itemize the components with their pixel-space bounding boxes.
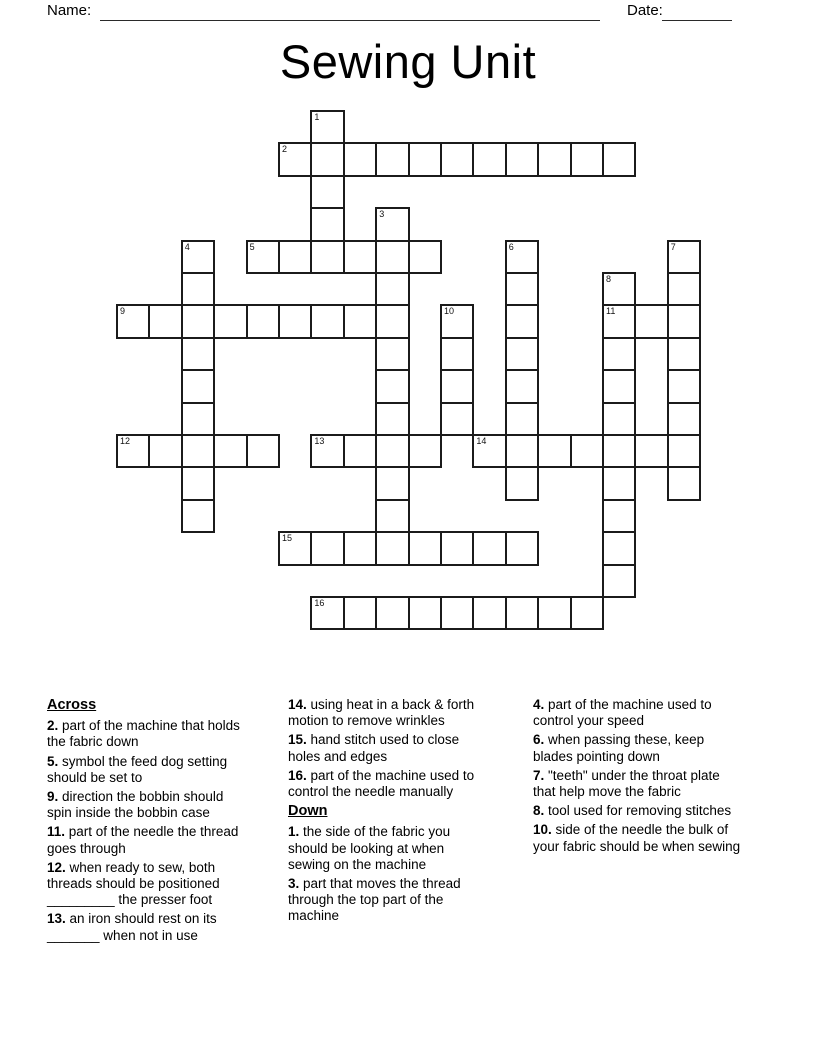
clue-number: 2. [47,718,63,734]
grid-cell[interactable] [343,142,377,176]
cell-number: 7 [670,241,676,252]
clue-item [47,718,243,750]
clue-number: 1. [288,824,304,840]
grid-cell[interactable] [375,369,409,403]
cell-number: 8 [606,274,612,284]
grid-cell[interactable] [667,337,701,371]
grid-cell[interactable] [440,596,474,630]
name-blank-line [100,1,600,21]
grid-cell[interactable] [602,304,636,338]
grid-cell[interactable] [602,369,636,403]
grid-cell[interactable] [634,304,668,338]
grid-cell[interactable] [667,304,701,338]
cell-number: 5 [249,241,255,252]
grid-cell[interactable] [602,434,636,468]
clue-text: when passing these, keep blades pointing down [533,732,705,764]
grid-cell[interactable] [375,207,409,241]
grid-cell[interactable] [375,596,409,630]
clue-text: side of the needle the bulk of your fabric should be when sewing [533,822,741,854]
grid-cell[interactable] [181,499,215,533]
grid-cell[interactable] [375,466,409,500]
grid-cell[interactable] [667,434,701,468]
grid-cell[interactable] [278,531,312,565]
cell-number: 13 [314,436,325,446]
clue-number: 7. [533,767,549,783]
grid-cell[interactable] [667,272,701,306]
grid-cell[interactable] [440,531,474,565]
clue-text: symbol the feed dog setting should be set to [47,753,228,785]
grid-cell[interactable] [343,531,377,565]
grid-cell[interactable] [634,434,668,468]
grid-cell[interactable] [472,531,506,565]
grid-cell[interactable] [408,434,442,468]
grid-cell[interactable] [310,240,344,274]
clue-number: 6. [533,732,549,748]
grid-cell[interactable] [181,466,215,500]
grid-cell[interactable] [667,466,701,500]
grid-cell[interactable] [310,110,344,144]
grid-cell[interactable] [602,499,636,533]
grid-cell[interactable] [505,434,539,468]
grid-cell[interactable] [505,531,539,565]
grid-cell[interactable] [343,596,377,630]
grid-cell[interactable] [408,596,442,630]
clue-text: part of the machine used to control the needle manually [288,767,475,800]
clue-number: 16. [288,767,311,783]
clue-column-middle [288,697,485,928]
grid-cell[interactable] [181,240,215,274]
cell-number: 6 [508,241,514,252]
cell-number: 2 [282,144,288,155]
grid-cell[interactable] [246,240,280,274]
grid-cell[interactable] [375,272,409,306]
cell-number: 3 [379,209,385,220]
clue-item [47,860,243,909]
grid-cell[interactable] [440,369,474,403]
grid-cell[interactable] [472,142,506,176]
clue-text: part of the machine used to control your speed [533,697,712,729]
grid-cell[interactable] [278,240,312,274]
grid-cell[interactable] [375,531,409,565]
grid-cell[interactable] [505,466,539,500]
grid-cell[interactable] [375,499,409,533]
grid-cell[interactable] [472,596,506,630]
grid-cell[interactable] [181,337,215,371]
clue-number: 4. [533,697,549,712]
cell-number: 11 [606,306,616,317]
cell-number: 14 [476,436,487,446]
clue-item [47,789,243,821]
cell-number: 4 [184,241,190,252]
grid-cell[interactable] [310,596,344,630]
grid-cell[interactable] [440,142,474,176]
page-title: Sewing Unit [279,35,537,88]
cell-number: 10 [444,306,455,317]
grid-cell[interactable] [505,337,539,371]
cell-number: 16 [314,598,325,608]
grid-cell[interactable] [602,466,636,500]
cell-number: 12 [120,436,131,446]
grid-cell[interactable] [408,142,442,176]
clue-heading: Across [47,697,97,713]
grid-cell[interactable] [537,142,571,176]
grid-cell[interactable] [343,240,377,274]
grid-cell[interactable] [408,240,442,274]
cell-number: 15 [282,533,293,544]
grid-cell[interactable] [116,434,150,468]
clue-item [288,768,485,800]
grid-cell[interactable] [343,434,377,468]
clue-number: 3. [288,876,304,892]
grid-cell[interactable] [181,369,215,403]
clue-text: an iron should rest on its _______ when not in use [47,911,217,943]
date-blank-line [662,1,732,21]
clue-item [288,697,485,729]
clue-item [533,822,741,854]
clue-text: tool used for removing stitches [548,803,732,819]
grid-cell[interactable] [181,304,215,338]
grid-cell[interactable] [537,596,571,630]
grid-cell[interactable] [440,337,474,371]
clue-number: 12. [47,859,70,875]
clue-item [533,768,741,800]
clue-number: 9. [47,789,63,805]
clue-number: 13. [47,911,70,927]
clue-item [288,824,485,873]
grid-cell[interactable] [310,434,344,468]
grid-cell[interactable] [116,304,150,338]
grid-cell[interactable] [602,337,636,371]
clue-item [47,754,243,786]
grid-cell[interactable] [570,142,604,176]
grid-cell[interactable] [505,402,539,436]
grid-cell[interactable] [472,434,506,468]
grid-cell[interactable] [343,304,377,338]
clue-number: 11. [47,824,69,840]
cell-number: 9 [120,306,126,317]
grid-cell[interactable] [537,434,571,468]
grid-cell[interactable] [181,272,215,306]
clue-heading: Down [288,803,328,820]
grid-cell[interactable] [310,142,344,176]
name-label: Name: [47,2,92,19]
grid-cell[interactable] [375,304,409,338]
grid-cell[interactable] [440,402,474,436]
grid-cell[interactable] [505,304,539,338]
grid-cell[interactable] [505,369,539,403]
grid-cell[interactable] [310,175,344,209]
clue-text: "teeth" under the throat plate that help move the fabric [533,767,720,800]
clue-column-right [533,697,741,858]
clue-item [288,876,485,925]
clue-item [533,697,741,729]
grid-cell[interactable] [505,142,539,176]
grid-cell[interactable] [148,434,182,468]
grid-cell[interactable] [602,272,636,306]
clue-text: hand stitch used to close holes and edges [288,732,460,764]
clue-item [288,732,485,764]
grid-cell[interactable] [148,304,182,338]
date-label: Date: [627,2,663,19]
grid-cell[interactable] [505,272,539,306]
grid-cell[interactable] [246,434,280,468]
grid-cell[interactable] [602,564,636,598]
clue-number: 5. [47,753,63,769]
grid-cell[interactable] [213,304,247,338]
grid-cell[interactable] [505,240,539,274]
grid-cell[interactable] [375,337,409,371]
clue-text: part that moves the thread through the top part of the machine [288,876,461,924]
clue-item [533,803,741,819]
grid-cell[interactable] [440,304,474,338]
grid-cell[interactable] [667,369,701,403]
grid-cell[interactable] [278,304,312,338]
grid-cell[interactable] [602,531,636,565]
grid-cell[interactable] [570,596,604,630]
grid-cell[interactable] [310,207,344,241]
grid-cell[interactable] [375,142,409,176]
clue-text: part of the needle the thread goes through [47,824,239,856]
clue-number: 10. [533,822,556,838]
grid-cell[interactable] [181,434,215,468]
grid-cell[interactable] [310,531,344,565]
clue-item [533,732,741,764]
grid-cell[interactable] [310,304,344,338]
clue-number: 8. [533,803,549,819]
clue-text: when ready to sew, both threads should be positioned _________ the presser foot [47,859,220,908]
clue-item [47,911,243,943]
grid-cell[interactable] [408,531,442,565]
grid-cell[interactable] [667,240,701,274]
clue-text: the side of the fabric you should be looking at when sewing on the machine [288,824,451,872]
grid-cell[interactable] [505,596,539,630]
grid-cell[interactable] [375,240,409,274]
grid-cell[interactable] [602,402,636,436]
grid-cell[interactable] [375,402,409,436]
grid-cell[interactable] [602,142,636,176]
grid-cell[interactable] [570,434,604,468]
grid-cell[interactable] [278,142,312,176]
clue-text: direction the bobbin should spin inside the bobbin case [47,789,224,821]
clue-column-left [47,697,243,947]
grid-cell[interactable] [213,434,247,468]
clue-number: 14. [288,697,311,712]
grid-cell[interactable] [181,402,215,436]
grid-cell[interactable] [667,402,701,436]
cell-number: 1 [314,112,320,122]
grid-cell[interactable] [246,304,280,338]
clue-text: part of the machine that holds the fabric down [47,718,240,750]
grid-cell[interactable] [375,434,409,468]
clue-item [47,824,243,856]
clue-text: using heat in a back & forth motion to remove wrinkles [288,697,475,729]
clue-number: 15. [288,732,311,748]
